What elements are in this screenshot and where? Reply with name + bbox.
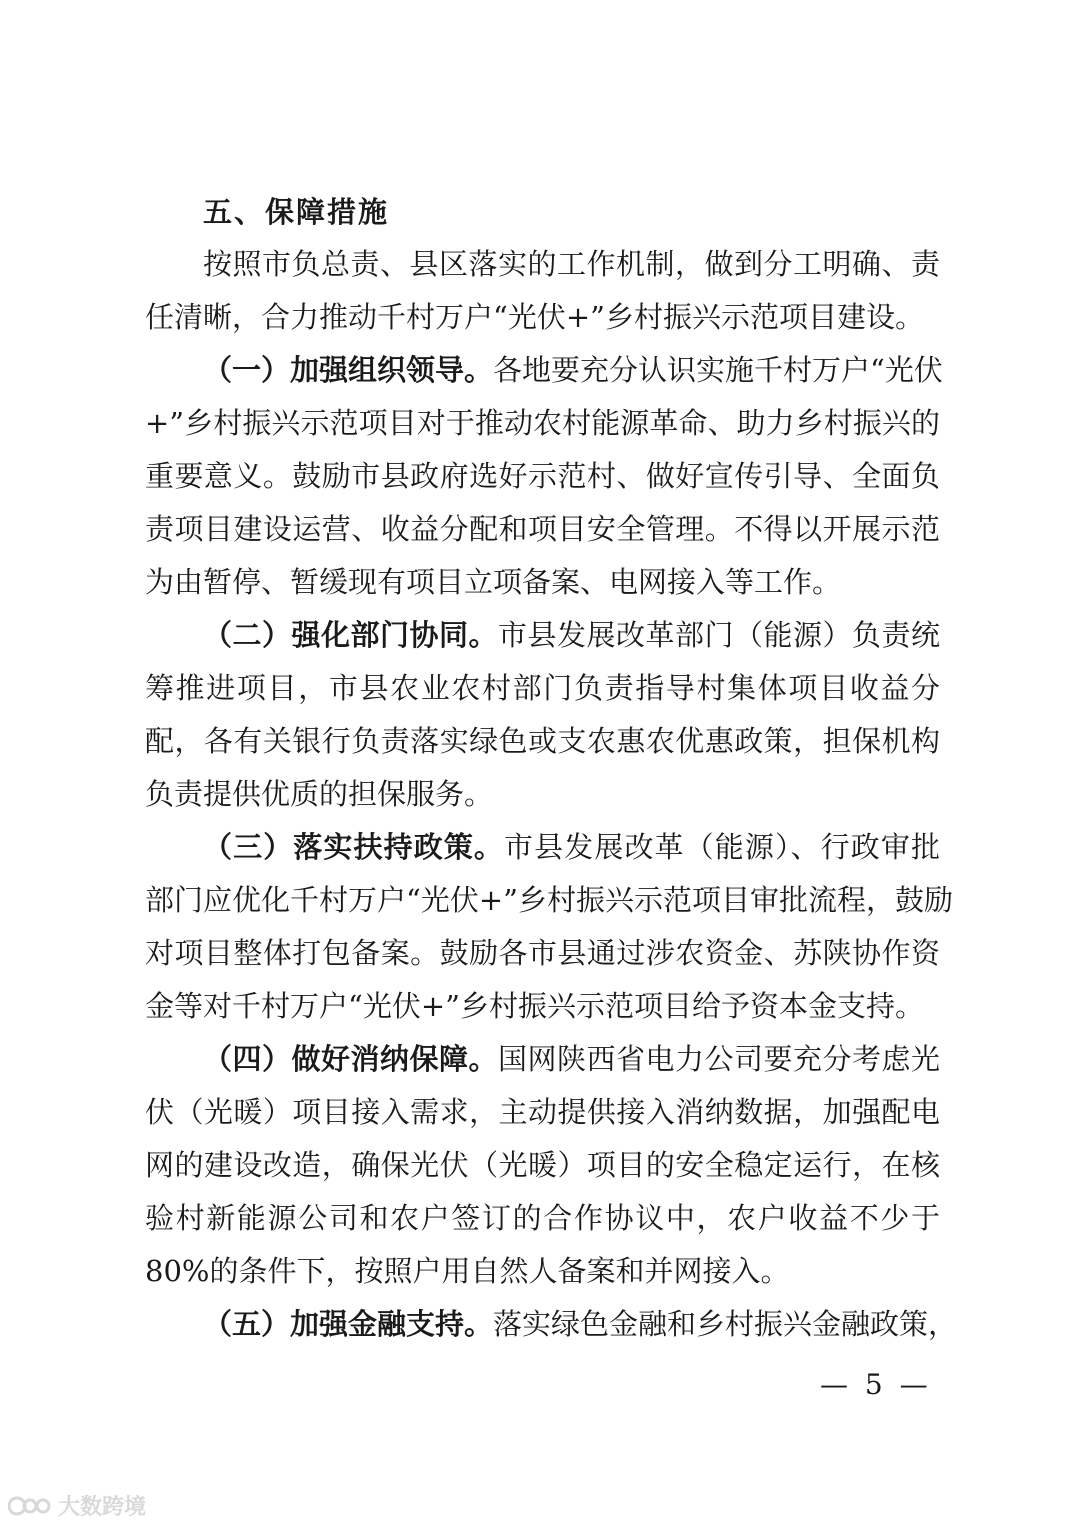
page-number: — 5 — (820, 1368, 932, 1401)
section-heading: 五、保障措施 (203, 195, 390, 229)
paragraph-line: 筹推进项目，市县农业农村部门负责指导村集体项目收益分 (145, 671, 940, 705)
paragraph-line: 验村新能源公司和农户签订的合作协议中，农户收益不少于 (145, 1201, 940, 1235)
paragraph-line: （四）做好消纳保障。国网陕西省电力公司要充分考虑光 (203, 1042, 940, 1076)
paragraph-line: 负责提供优质的担保服务。 (145, 777, 494, 811)
paragraph-line: 责项目建设运营、收益分配和项目安全管理。不得以开展示范 (145, 512, 940, 546)
paragraph-line: 任清晰，合力推动千村万户“光伏+”乡村振兴示范项目建设。 (145, 300, 924, 334)
subheading: （五）加强金融支持。 (203, 1307, 494, 1341)
subheading: （三）落实扶持政策。 (203, 830, 505, 864)
subheading: （一）加强组织领导。 (203, 353, 494, 387)
paragraph-line: 金等对千村万户“光伏+”乡村振兴示范项目给予资本金支持。 (145, 989, 924, 1023)
paragraph-line: 对项目整体打包备案。鼓励各市县通过涉农资金、苏陕协作资 (145, 936, 940, 970)
paragraph-line: 按照市负总责、县区落实的工作机制，做到分工明确、责 (203, 247, 940, 281)
subheading: （二）强化部门协同。 (203, 618, 498, 652)
paragraph-line: （三）落实扶持政策。市县发展改革（能源）、行政审批 (203, 830, 940, 864)
paragraph-line: 伏（光暖）项目接入需求，主动提供接入消纳数据，加强配电 (145, 1095, 940, 1129)
watermark (8, 1490, 146, 1521)
subheading: （四）做好消纳保障。 (203, 1042, 498, 1076)
paragraph-line: 为由暂停、暂缓现有项目立项备案、电网接入等工作。 (145, 565, 842, 599)
paragraph-line: （一）加强组织领导。各地要充分认识实施千村万户“光伏 (203, 353, 943, 387)
paragraph-line: （二）强化部门协同。市县发展改革部门（能源）负责统 (203, 618, 940, 652)
paragraph-line: +”乡村振兴示范项目对于推动农村能源革命、助力乡村振兴的 (145, 406, 940, 440)
paragraph-line: （五）加强金融支持。落实绿色金融和乡村振兴金融政策， (203, 1307, 958, 1341)
paragraph-line: 网的建设改造，确保光伏（光暖）项目的安全稳定运行，在核 (145, 1148, 940, 1182)
paragraph-line: 配，各有关银行负责落实绿色或支农惠农优惠政策，担保机构 (145, 724, 940, 758)
paragraph-line: 部门应优化千村万户“光伏+”乡村振兴示范项目审批流程，鼓励 (145, 883, 953, 917)
paragraph-line: 80%的条件下，按照户用自然人备案和并网接入。 (145, 1254, 790, 1288)
paragraph-line: 重要意义。鼓励市县政府选好示范村、做好宣传引导、全面负 (145, 459, 940, 493)
watermark-text: 大数跨境 (58, 1495, 147, 1520)
watermark-logo-icon (8, 1494, 52, 1518)
